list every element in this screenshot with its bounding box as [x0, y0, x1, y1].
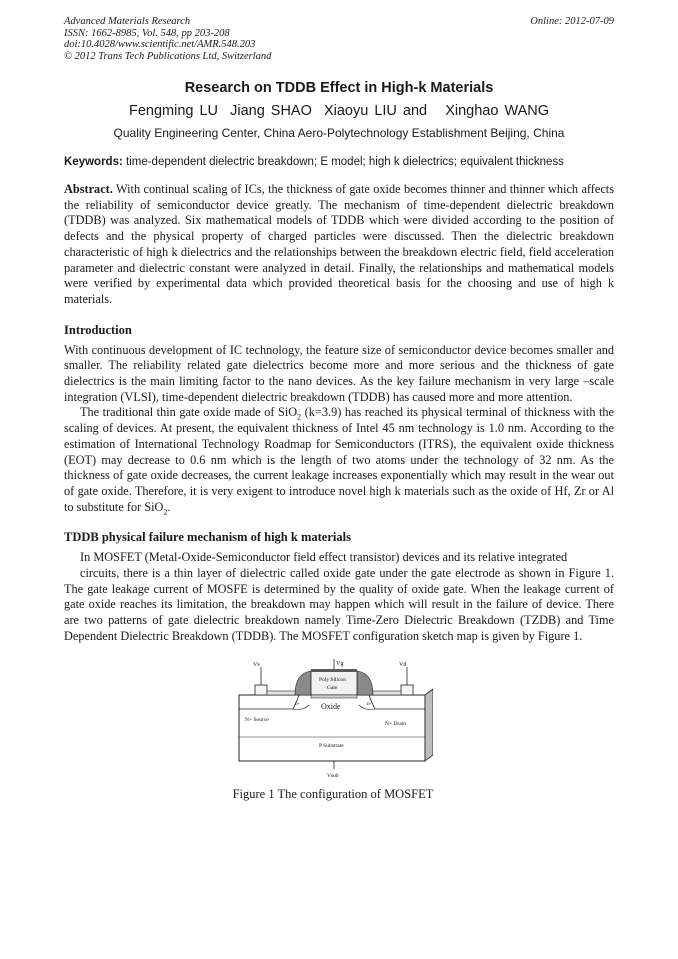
n-left-label: n- [295, 700, 300, 707]
doi: doi:10.4028/www.scientific.net/AMR.548.203 [64, 39, 256, 50]
intro-paragraph-2: The traditional thin gate oxide made of SiO$_2$ (k=3.9) has reached its physical terminal of thickness with the scaling of devices. At present, the equivalent thickness of Intel 45 nm technology is 1.0 nm. According to the estimation of International Technology Roadmap for Semiconductors (ITRS), the equivalent oxide thickness (EOT) may decrease to 0.6 nm which is the length of two atoms under the technology of 32 nm. As the thickness of gate oxide decreases, the current leakage increases exponentially which may result in the wear out of gate oxide. Therefore, it is very exigent to introduce novel high k materials such as the oxide of Hf, Zr or Al to substitute for SiO$_2$. [64, 405, 614, 517]
mosfet-figure [233, 659, 433, 779]
journal-header [64, 16, 614, 62]
abstract-label: Abstract. [64, 182, 113, 196]
paper-page [64, 16, 614, 802]
substrate-side [425, 689, 433, 761]
spacer-right [357, 671, 373, 695]
tddb-paragraph: circuits, there is a thin layer of dielectric called oxide gate under the gate electrode as shown in Figure 1. The gate leakage current of MOSFE is determined by the quality of oxide gate. When the leakage current of gate oxide reaches its limitation, the breakdown may happen which will result in the failure of device. There are two patterns of gate dielectric breakdown namely Time-Zero Dielectric Breakdown (TZDB) and Time Dependent Dielectric Breakdown (TDDB). The MOSFET configuration sketch map is given by Figure 1. [64, 566, 614, 643]
online-date: Online: 2012-07-09 [530, 16, 614, 27]
author: Jiang SHAO [230, 103, 312, 119]
oxide-label: Oxide [321, 701, 341, 711]
paper-title: Research on TDDB Effect in High-k Materials [184, 80, 494, 96]
tddb-paragraph-first-line: In MOSFET (Metal-Oxide-Semiconductor field effect transistor) devices and its relative integrated [80, 550, 568, 565]
substrate-label: P Substrate [319, 742, 344, 749]
journal-name: Advanced Materials Research [64, 16, 191, 27]
abstract [64, 182, 614, 308]
drain-label: N+ Drain [385, 720, 406, 727]
gate-label-2: Gate [327, 684, 338, 691]
keywords-label: Keywords: [64, 156, 123, 168]
author: Xiaoyu LIU and [323, 103, 428, 119]
gate-label-1: Poly Silicon [319, 676, 347, 683]
spacer-left [295, 671, 311, 695]
author: Xinghao WANG [445, 103, 550, 119]
source-label: N+ Source [245, 716, 269, 723]
introduction-heading: Introduction [64, 322, 132, 337]
n-right-label: n- [367, 700, 372, 707]
keywords-text: time-dependent dielectric breakdown; E model; high k dielectrics; equivalent thickness [126, 156, 564, 168]
intro-paragraph-1: With continuous development of IC technology, the feature size of semiconductor device becomes smaller and smaller. The reliability related gate dielectrics become more and more serious and the thickness of gate dielectrics is the main limiting factor to the nano devices. As the key failure mechanism in very large –scale integration (VLSI), time-dependent dielectric breakdown (TDDB) has caused more and more attention. [64, 342, 614, 404]
figure-caption: Figure 1 The configuration of MOSFET [232, 786, 434, 801]
vs-label: Vs [253, 661, 260, 668]
author: Fengming LU [128, 103, 219, 119]
copyright: © 2012 Trans Tech Publications Ltd, Switzerland [64, 50, 272, 62]
gate-oxide [311, 695, 357, 698]
vg-label: Vg [336, 660, 344, 667]
issn: ISSN: 1662-8985, Vol. 548, pp 203-208 [64, 27, 230, 39]
vd-label: Vd [399, 661, 407, 668]
source-contact [255, 685, 267, 695]
drain-contact [401, 685, 413, 695]
poly-gate [311, 671, 357, 695]
tddb-heading: TDDB physical failure mechanism of high k materials [64, 530, 351, 545]
keywords [64, 156, 614, 168]
author-list [64, 103, 614, 119]
vsub-label: Vsub [327, 772, 339, 779]
mosfet-diagram [233, 659, 433, 779]
abstract-text: With continual scaling of ICs, the thickness of gate oxide becomes thinner and thinner which affects the reliability of semiconductor device greatly. The mechanism of time-dependent dielectric breakdown (TDDB) was analyzed. Six mathematical models of TDDB which were divided according to the position of defects and the physical property of charged particles were discussed. Then the dielectric breakdown characteristic of high k dielectrics and the relationships between the breakdown electric field, field acceleration parameter and dielectric constant were analyzed in detail. Finally, the relationships and mathematical models were verified by experimental data which provided theoretical basis for the choosing and use of high k materials. [64, 182, 614, 306]
gate-top-layer [311, 669, 357, 672]
affiliation: Quality Engineering Center, China Aero-Polytechnology Establishment Beijing, China [113, 126, 565, 140]
